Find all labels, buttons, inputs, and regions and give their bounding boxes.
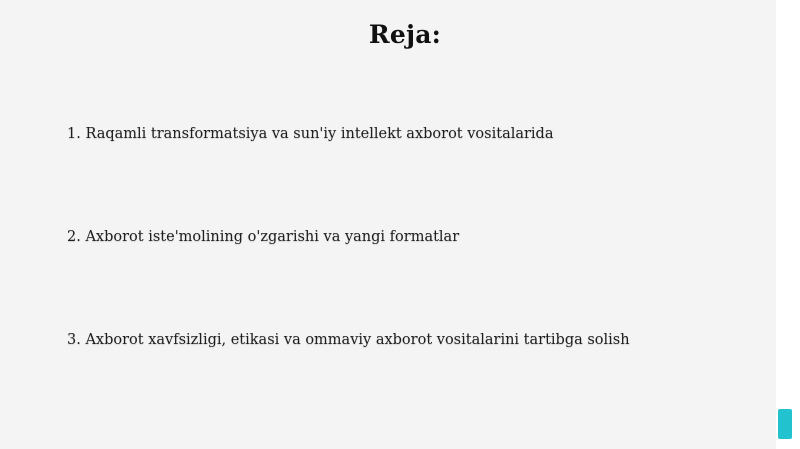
slide-title: Reja:: [368, 20, 442, 49]
plan-item-3: 3. Axborot xavfsizligi, etikasi va ommaviy axborot vositalarini tartibga solish: [67, 332, 630, 348]
plan-item-2: 2. Axborot iste'molining o'zgarishi va yangi formatlar: [67, 229, 460, 245]
scrollbar-track[interactable]: [776, 0, 800, 449]
plan-item-1: 1. Raqamli transformatsiya va sun'iy intellekt axborot vositalarida: [67, 126, 554, 142]
scrollbar-thumb[interactable]: [778, 409, 792, 439]
